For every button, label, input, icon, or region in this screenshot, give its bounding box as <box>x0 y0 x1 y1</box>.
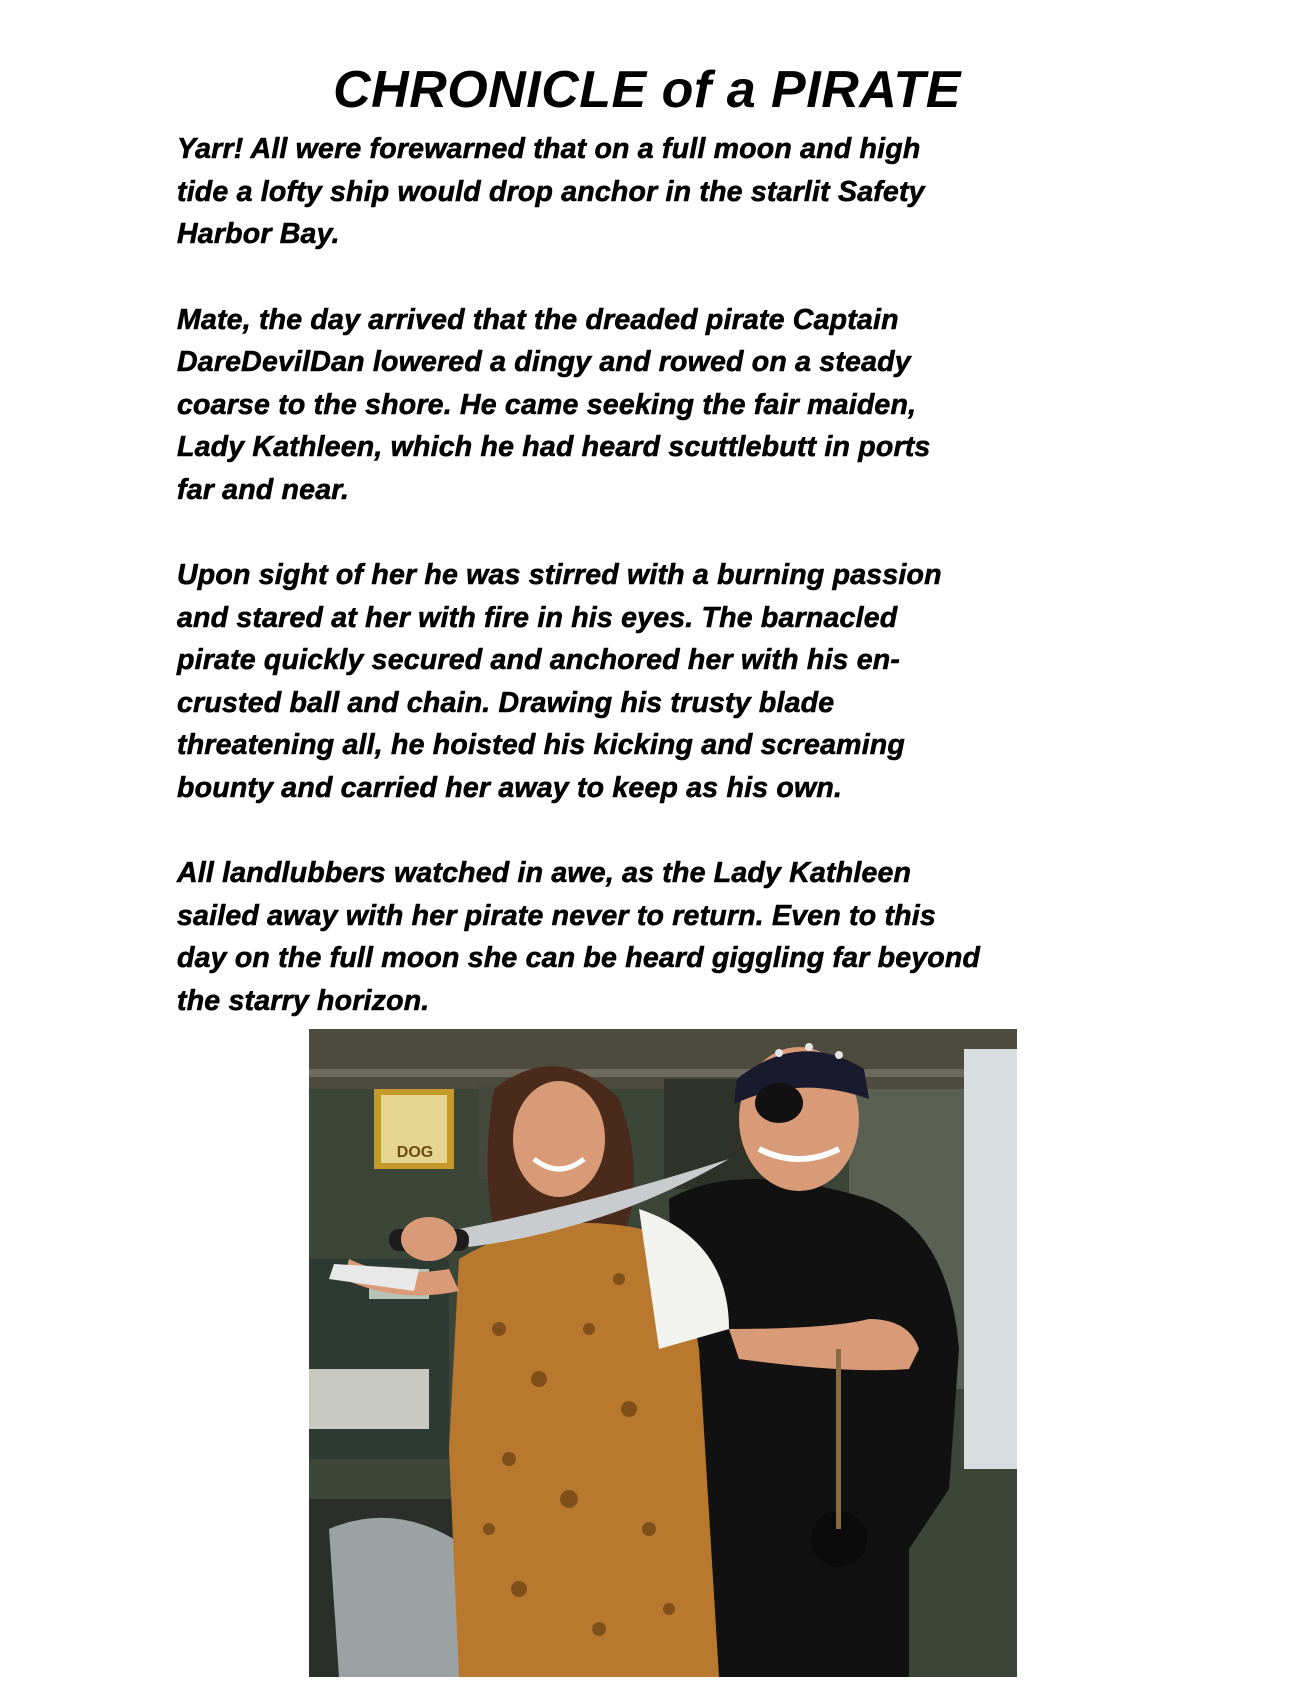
svg-text:DOG: DOG <box>396 1144 434 1161</box>
story-paragraph: All landlubbers watched in awe, as the Lady Kathleen sailed away with her pirate never to return. Even to this day on the full moon she can be heard giggling far beyond the starry horizon. <box>177 857 981 1017</box>
pirate-photo <box>309 1029 1017 1677</box>
story-paragraph: Mate, the day arrived that the dreaded pirate Captain DareDevilDan lowered a dingy and rowed on a steady coarse to the shore. He came seeking the fair maiden, Lady Kathleen, which he had heard scuttlebutt in ports far and near. <box>177 303 931 506</box>
document-title: CHRONICLE of a PIRATE <box>333 61 961 119</box>
poster <box>374 1089 454 1169</box>
story-paragraph: Upon sight of her he was stirred with a burning passion and stared at her with fire in his eyes. The barnacled pirate quickly secured and anchored her with his en- crusted ball and chain. Drawing his trusty blade threatening all, he hoisted his kicking and screaming bounty and carried her away to keep as his own. <box>177 559 942 804</box>
story-paragraph: Yarr! All were forewarned that on a full moon and high tide a lofty ship would drop anchor in the starlit Safety Harbor Bay. <box>177 133 925 250</box>
story-body <box>177 128 1157 1065</box>
